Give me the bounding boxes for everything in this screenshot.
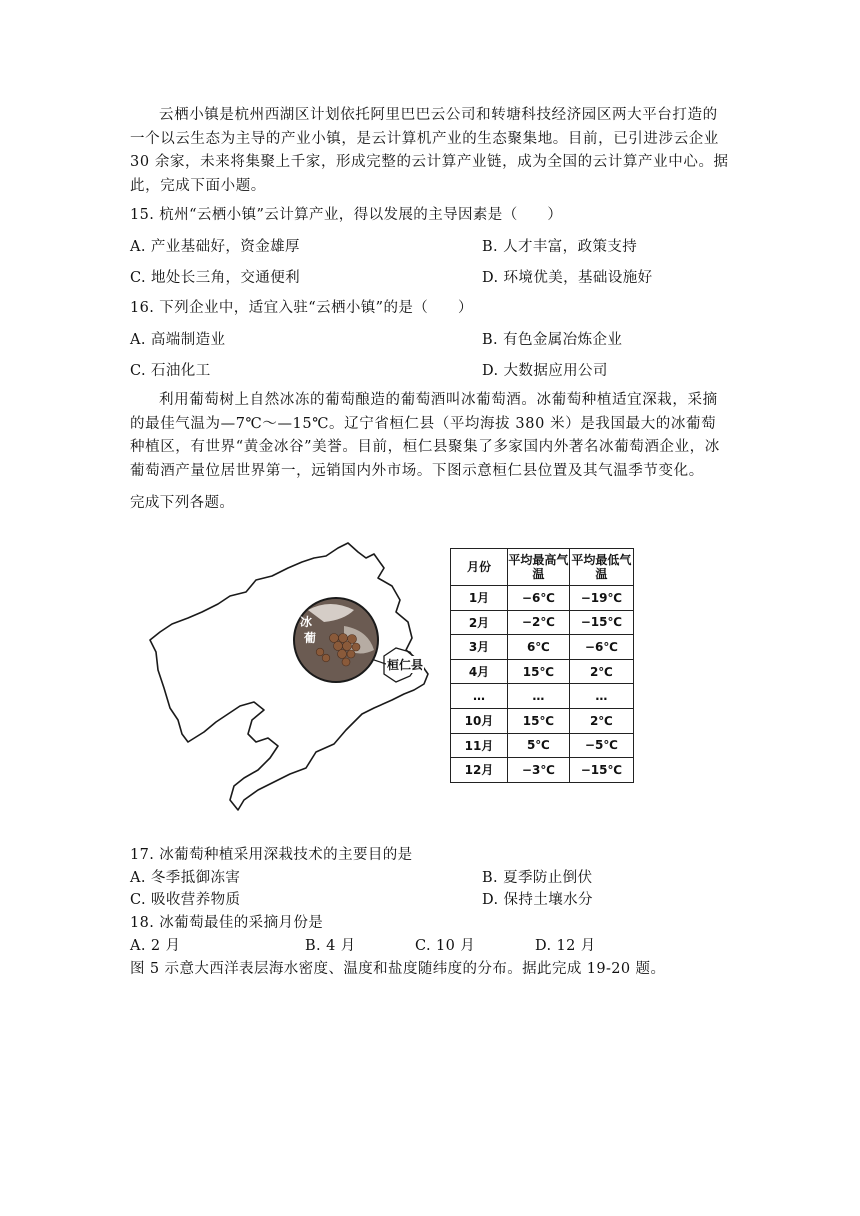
province-outline xyxy=(150,543,428,810)
cell-month: 2月 xyxy=(451,610,508,635)
cell-min: … xyxy=(569,684,633,709)
header-max: 平均最高气温 xyxy=(508,549,570,586)
table-row xyxy=(451,659,634,684)
passage-ice-wine: 利用葡萄树上自然冰冻的葡萄酿造的葡萄酒叫冰葡萄酒。冰葡萄种植适宜深栽，采摘的最佳气温为—7℃～—15℃。辽宁省桓仁县（平均海拔 380 米）是我国最大的冰葡萄种植区，有世界“黄金冰谷”美誉。目前，桓仁县聚集了多家国内外著名冰葡萄酒企业，冰葡萄酒产量位居世界第一，远销国内外市场。下图示意桓仁县位置及其气温季节变化。 xyxy=(130,392,720,479)
cell-min: −15℃ xyxy=(569,610,633,635)
cell-max: −6℃ xyxy=(508,586,570,611)
cell-min: −19℃ xyxy=(569,586,633,611)
instruction-text: 完成下列各题。 xyxy=(130,495,235,511)
q17-option-c[interactable]: C. 吸收营养物质 xyxy=(130,892,241,908)
cell-max: −3℃ xyxy=(508,758,570,783)
table-row xyxy=(451,635,634,660)
question-18-stem: 18. 冰葡萄最佳的采摘月份是 xyxy=(130,915,324,931)
temperature-table-wrapper xyxy=(450,548,632,802)
cell-month: 10月 xyxy=(451,708,508,733)
cell-max: 5℃ xyxy=(508,733,570,758)
table-row xyxy=(451,758,634,783)
cell-max: 6℃ xyxy=(508,635,570,660)
q16-option-a[interactable]: A. 高端制造业 xyxy=(130,332,226,348)
temperature-table xyxy=(450,548,634,783)
figure-huanren xyxy=(148,538,648,814)
q16-option-c[interactable]: C. 石油化工 xyxy=(130,363,211,379)
cell-max: 15℃ xyxy=(508,659,570,684)
cell-min: −5℃ xyxy=(569,733,633,758)
question-16-stem: 16. 下列企业中，适宜入驻“云栖小镇”的是（ ） xyxy=(130,300,473,316)
liaoning-map xyxy=(148,538,448,814)
q16-option-d[interactable]: D. 大数据应用公司 xyxy=(482,363,608,379)
header-month: 月份 xyxy=(451,549,508,586)
cell-min: −15℃ xyxy=(569,758,633,783)
header-min: 平均最低气温 xyxy=(569,549,633,586)
q18-option-b[interactable]: B. 4 月 xyxy=(305,938,356,954)
table-row xyxy=(451,684,634,709)
q17-option-b[interactable]: B. 夏季防止倒伏 xyxy=(482,870,593,886)
cell-min: 2℃ xyxy=(569,659,633,684)
question-17-stem: 17. 冰葡萄种植采用深栽技术的主要目的是 xyxy=(130,847,413,863)
table-row xyxy=(451,610,634,635)
cell-month: … xyxy=(451,684,508,709)
q17-option-a[interactable]: A. 冬季抵御冻害 xyxy=(130,870,241,886)
table-header-row xyxy=(451,549,634,586)
q15-option-c[interactable]: C. 地处长三角，交通便利 xyxy=(130,270,300,286)
cell-min: 2℃ xyxy=(569,708,633,733)
cell-month: 11月 xyxy=(451,733,508,758)
footer-instruction: 图 5 示意大西洋表层海水密度、温度和盐度随纬度的分布。据此完成 19-20 题。 xyxy=(130,961,666,977)
cell-min: −6℃ xyxy=(569,635,633,660)
q18-option-a[interactable]: A. 2 月 xyxy=(130,938,181,954)
table-row xyxy=(451,708,634,733)
cell-month: 3月 xyxy=(451,635,508,660)
county-label: 桓仁县 xyxy=(387,658,424,672)
q16-option-b[interactable]: B. 有色金属冶炼企业 xyxy=(482,332,623,348)
q18-option-d[interactable]: D. 12 月 xyxy=(535,938,596,954)
inset-label-2: 葡 xyxy=(304,631,317,645)
q15-option-b[interactable]: B. 人才丰富，政策支持 xyxy=(482,239,638,255)
cell-max: 15℃ xyxy=(508,708,570,733)
q15-option-a[interactable]: A. 产业基础好，资金雄厚 xyxy=(130,239,300,255)
cell-max: −2℃ xyxy=(508,610,570,635)
cell-month: 12月 xyxy=(451,758,508,783)
cell-max: … xyxy=(508,684,570,709)
table-row xyxy=(451,733,634,758)
q18-option-c[interactable]: C. 10 月 xyxy=(415,938,476,954)
inset-label-1: 冰 xyxy=(300,615,313,629)
passage-yunqi: 云栖小镇是杭州西湖区计划依托阿里巴巴云公司和转塘科技经济园区两大平台打造的一个以云生态为主导的产业小镇，是云计算机产业的生态聚集地。目前，已引进涉云企业 30 余家，未来将集聚上千家，形成完整的云计算产业链，成为全国的云计算产业中心。据此，完成下面小题。 xyxy=(130,107,729,194)
table-row xyxy=(451,586,634,611)
question-15-stem: 15. 杭州“云栖小镇”云计算产业，得以发展的主导因素是（ ） xyxy=(130,207,563,223)
q15-option-d[interactable]: D. 环境优美，基础设施好 xyxy=(482,270,653,286)
cell-month: 1月 xyxy=(451,586,508,611)
q17-option-d[interactable]: D. 保持土壤水分 xyxy=(482,892,593,908)
cell-month: 4月 xyxy=(451,659,508,684)
